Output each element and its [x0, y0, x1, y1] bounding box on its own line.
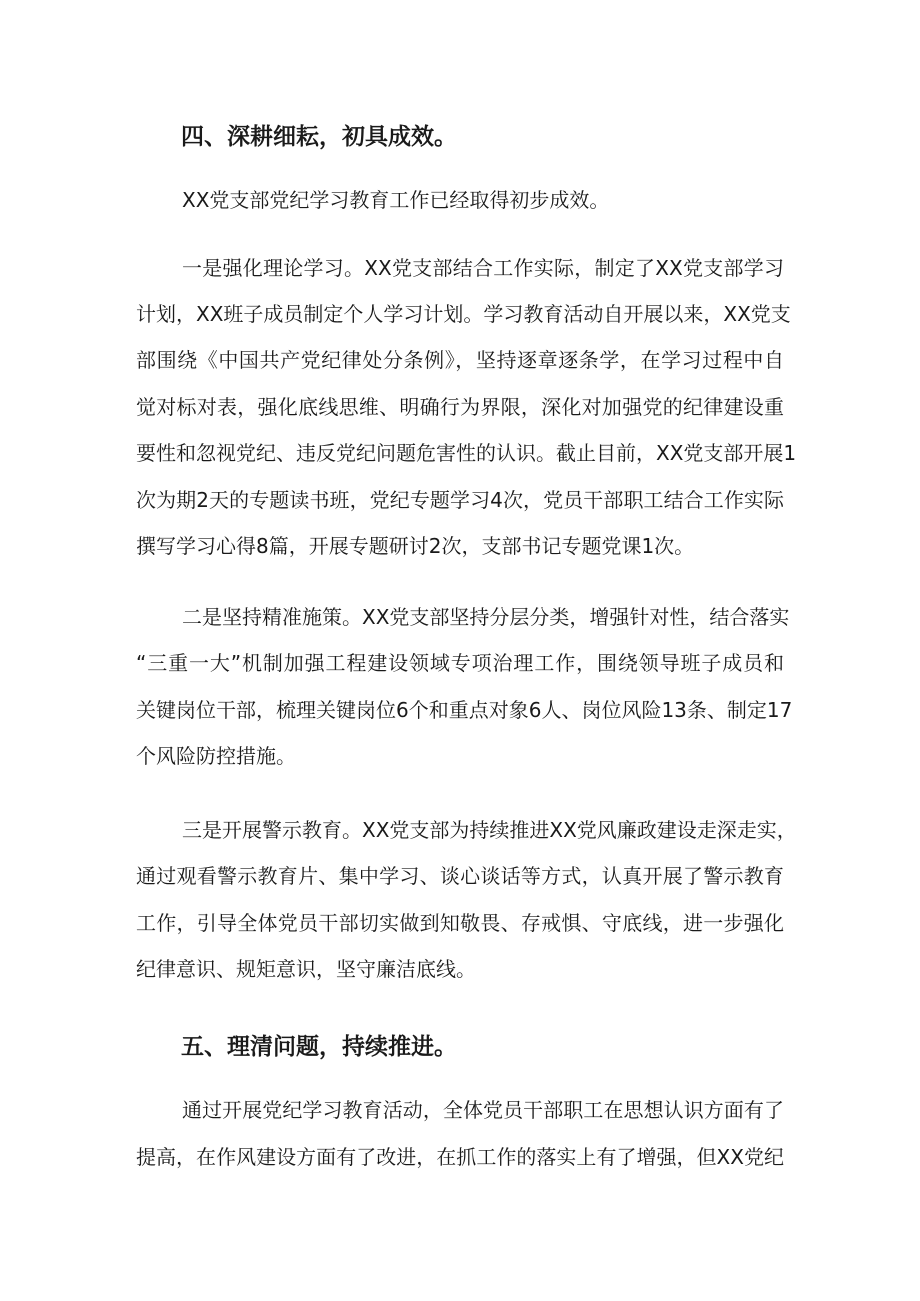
- paragraph-line: 二是坚持精准施策。XX党支部坚持分层分类，增强针对性，结合落实: [182, 605, 790, 629]
- paragraph-line: 要性和忽视党纪、违反党纪问题危害性的认识。截止目前，XX党支部开展1: [136, 441, 797, 465]
- paragraph-line: 计划，XX班子成员制定个人学习计划。学习教育活动自开展以来，XX党支: [136, 302, 791, 326]
- section-heading-5: 五、理清问题，持续推进。: [181, 1034, 457, 1060]
- paragraph-line: 纪律意识、规矩意识，坚守廉洁底线。: [136, 957, 476, 981]
- paragraph-line: 关键岗位干部，梳理关键岗位6个和重点对象6人、岗位风险13条、制定17: [136, 698, 793, 722]
- paragraph-line: 次为期2天的专题读书班，党纪专题学习4次，党员干部职工结合工作实际: [136, 488, 784, 512]
- paragraph-line: 个风险防控措施。: [136, 744, 296, 768]
- section-intro: XX党支部党纪学习教育工作已经取得初步成效。: [182, 188, 610, 212]
- paragraph-line: “三重一大”机制加强工程建设领域专项治理工作，围绕领导班子成员和: [136, 651, 784, 675]
- paragraph-line: 部围绕《中国共产党纪律处分条例》，坚持逐章逐条学，在学习过程中自: [136, 348, 784, 372]
- paragraph-line: 撰写学习心得8篇，开展专题研讨2次，支部书记专题党课1次。: [136, 534, 695, 558]
- paragraph-line: 三是开展警示教育。XX党支部为持续推进XX党风廉政建设走深走实，: [182, 818, 797, 842]
- paragraph-line: 通过开展党纪学习教育活动，全体党员干部职工在思想认识方面有了: [182, 1098, 784, 1122]
- paragraph-line: 工作，引导全体党员干部切实做到知敬畏、存戒惧、守底线，进一步强化: [136, 911, 784, 935]
- paragraph-line: 一是强化理论学习。XX党支部结合工作实际，制定了XX党支部学习: [182, 256, 784, 280]
- paragraph-line: 觉对标对表，强化底线思维、明确行为界限，深化对加强党的纪律建设重: [136, 395, 784, 419]
- paragraph-line: 提高，在作风建设方面有了改进，在抓工作的落实上有了增强，但XX党纪: [136, 1145, 784, 1169]
- section-heading-4: 四、深耕细耘，初具成效。: [181, 124, 457, 150]
- paragraph-line: 通过观看警示教育片、集中学习、谈心谈话等方式，认真开展了警示教育: [136, 864, 784, 888]
